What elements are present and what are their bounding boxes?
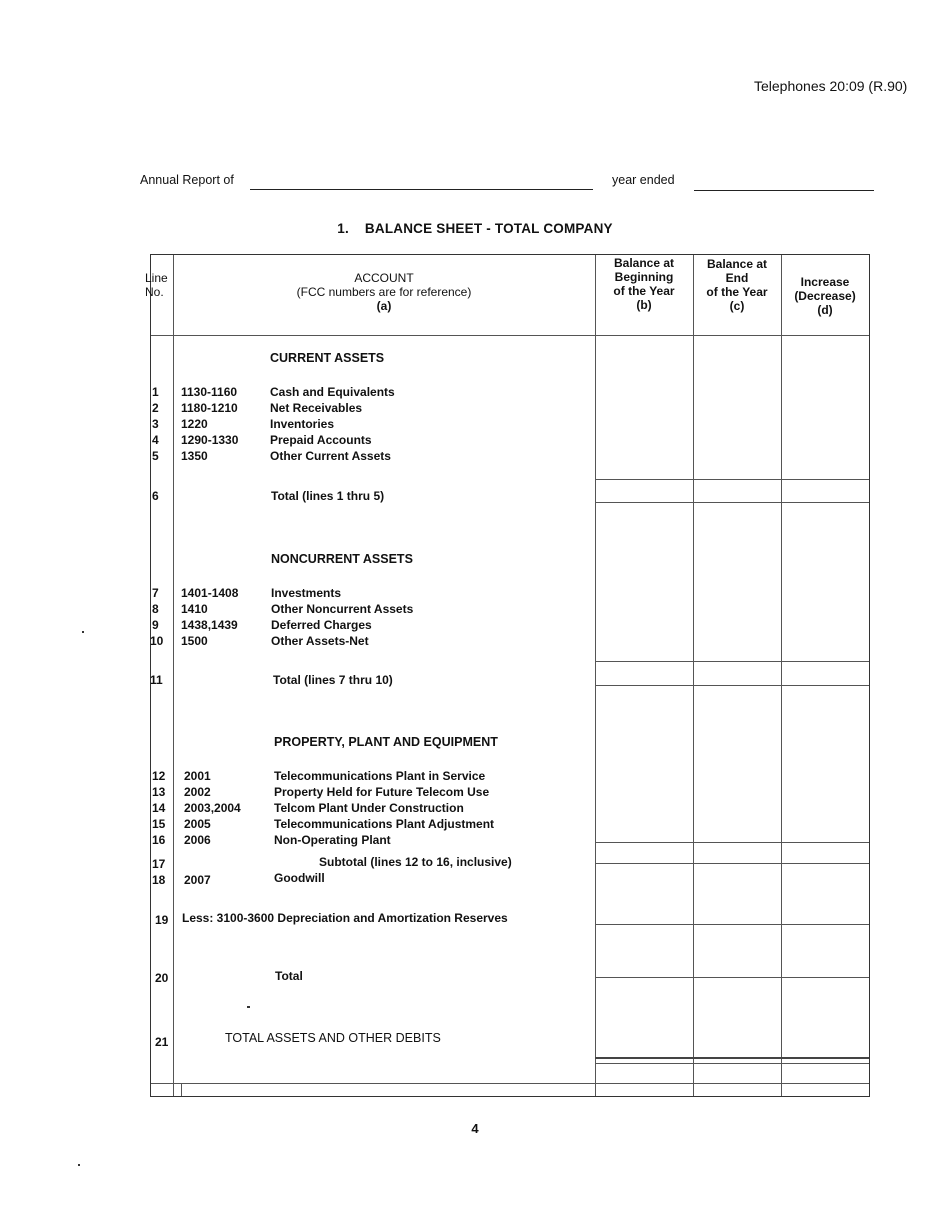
account-name: Total (lines 1 thru 5) [271,489,385,503]
rule-line-6-bottom [595,502,869,503]
rule-line-16-bottom [595,842,869,843]
line-number: 6 [152,489,159,503]
col-header-line [145,271,169,299]
line-number: 14 [152,801,166,815]
col-header-c [693,257,781,313]
code-col-tick [181,1083,182,1096]
fcc-code: 1410 [181,602,208,616]
annual-report-of-field[interactable] [250,189,593,190]
stray-mark [247,1006,250,1008]
fcc-code: 1180-1210 [181,401,238,415]
account-name: Investments [271,586,342,600]
line-number: 4 [152,433,159,447]
account-name: Deferred Charges [271,618,372,632]
col-c-text-4: (c) [729,299,745,313]
col-d-text-2: (Decrease) [794,289,856,303]
account-name: Total [275,969,303,983]
title-number: 1. [337,221,349,236]
fcc-code: 2006 [184,833,211,847]
page-number: 4 [471,1121,479,1136]
col-b-text-3: of the Year [613,284,675,298]
margin-speck [82,631,84,633]
account-name: Subtotal (lines 12 to 16, inclusive) [319,855,512,869]
line-number: 17 [152,857,166,871]
rule-line-10-top [595,661,869,662]
section-noncurrent-assets: NONCURRENT ASSETS [271,552,413,566]
account-name: Property Held for Future Telecom Use [274,785,490,799]
account-name: Goodwill [274,871,325,885]
line-number: 21 [155,1035,169,1049]
line-number: 11 [150,673,163,687]
table-bottom-rule [151,1083,869,1084]
line-number: 16 [152,833,166,847]
fcc-code: 2005 [184,817,211,831]
account-name: Non-Operating Plant [274,833,391,847]
fcc-code: 2007 [184,873,211,887]
account-name: Prepaid Accounts [270,433,372,447]
col-account-text-3: (a) [376,299,392,313]
account-name: Inventories [270,417,335,431]
line-number: 13 [152,785,166,799]
col-account-text-2: (FCC numbers are for reference) [296,285,472,299]
col-d-text-3: (d) [817,303,833,317]
line-number: 15 [152,817,166,831]
col-c-text-2: End [725,271,749,285]
account-name: Other Assets-Net [271,634,369,648]
line-number: 2 [152,401,159,415]
account-name: Other Current Assets [270,449,391,463]
account-name: Telcom Plant Under Construction [274,801,464,815]
title-text: BALANCE SHEET - TOTAL COMPANY [364,221,613,236]
header-divider [151,335,869,336]
fcc-code: 1130-1160 [181,385,238,399]
fcc-code: 1438,1439 [181,618,238,632]
form-identifier: Telephones 20:09 (R.90) [754,78,908,94]
rule-line-21-double-bottom [595,1063,869,1064]
account-name: Less: 3100-3600 Depreciation and Amortization Reserves [182,911,508,925]
line-number: 9 [152,618,159,632]
account-name: Other Noncurrent Assets [271,602,414,616]
account-name: Telecommunications Plant Adjustment [274,817,495,831]
fcc-code: 2002 [184,785,211,799]
rule-line-19-bottom [595,924,869,925]
col-header-account [173,271,595,313]
account-name: TOTAL ASSETS AND OTHER DEBITS [225,1031,441,1045]
col-line-text-1: Line [145,271,168,285]
col-c-text-3: of the Year [706,285,768,299]
account-name: Net Receivables [270,401,363,415]
line-number: 7 [152,586,159,600]
rule-line-5-top [595,479,869,480]
rule-line-17-bottom [595,863,869,864]
col-b-text-4: (b) [636,298,652,312]
fcc-code: 1500 [181,634,208,648]
fcc-code: 1220 [181,417,208,431]
fcc-code: 2001 [184,769,211,783]
rule-line-21-double-top [595,1057,869,1059]
col-header-b [595,256,693,312]
account-name: Total (lines 7 thru 10) [273,673,393,687]
line-number: 19 [155,913,169,927]
col-b-text-1: Balance at [613,256,675,270]
col-line-text-2: No. [145,285,164,299]
line-number: 10 [150,634,164,648]
line-number: 18 [152,873,166,887]
line-number: 1 [152,385,159,399]
section-current-assets: CURRENT ASSETS [270,351,385,365]
balance-sheet-table [145,254,870,1097]
fcc-code: 1290-1330 [181,433,239,447]
col-a-divider [595,255,596,1096]
line-number: 8 [152,602,159,616]
line-number: 5 [152,449,159,463]
line-number: 20 [155,971,169,985]
col-c-text-1: Balance at [706,257,768,271]
account-name: Cash and Equivalents [270,385,395,399]
col-d-text-1: Increase [800,275,850,289]
col-header-d [781,275,869,317]
col-b-text-2: Beginning [614,270,674,284]
line-number: 3 [152,417,159,431]
fcc-code: 2003,2004 [184,801,241,815]
margin-speck [78,1164,80,1166]
year-ended-label: year ended [612,173,675,187]
rule-line-11-bottom [595,685,869,686]
line-col-divider [173,255,174,1096]
annual-report-label: Annual Report of [140,173,234,187]
section-property-plant-equipment: PROPERTY, PLANT AND EQUIPMENT [274,735,498,749]
page-title [0,221,950,236]
year-ended-field[interactable] [694,190,874,191]
fcc-code: 1350 [181,449,208,463]
col-c-divider [781,255,782,1096]
fcc-code: 1401-1408 [181,586,239,600]
line-number: 12 [152,769,166,783]
rule-line-20-bottom [595,977,869,978]
account-name: Telecommunications Plant in Service [274,769,486,783]
col-b-divider [693,255,694,1096]
col-account-text-1: ACCOUNT [354,271,414,285]
